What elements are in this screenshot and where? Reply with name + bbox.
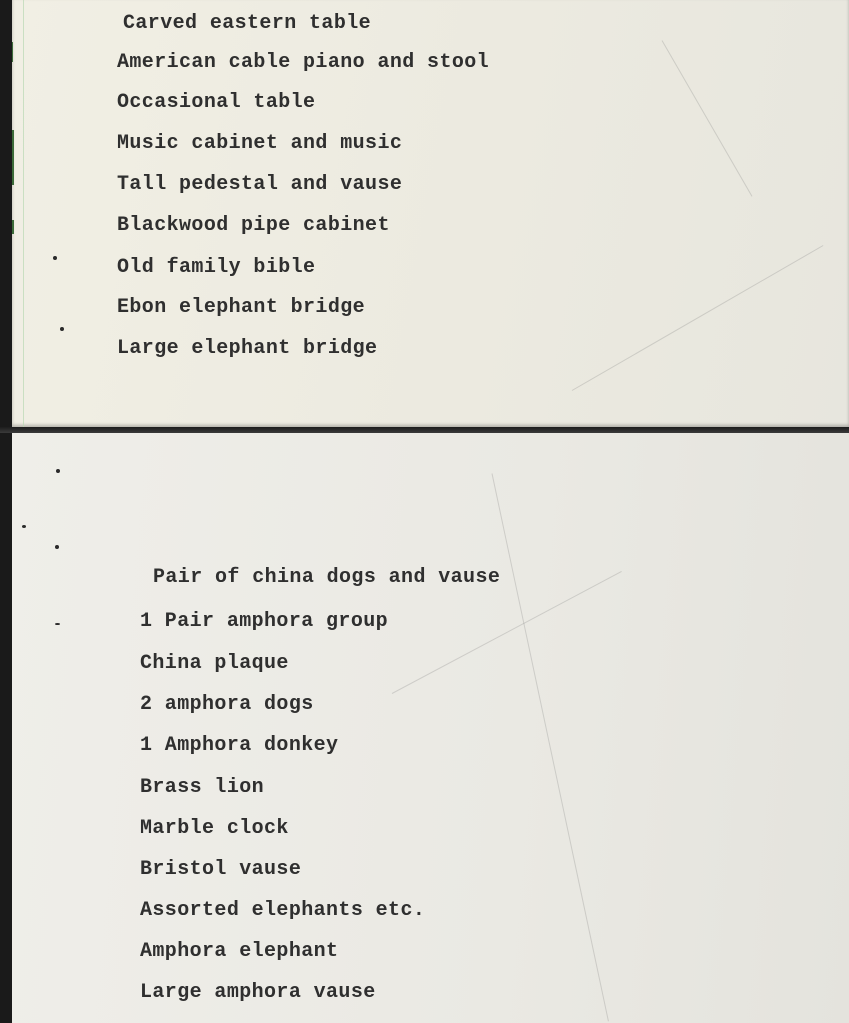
margin-tick — [12, 220, 14, 234]
list-item: 1 Pair amphora group — [140, 610, 389, 633]
margin-tick — [12, 42, 13, 62]
list-item: Blackwood pipe cabinet — [117, 214, 390, 237]
list-item: 2 amphora dogs — [140, 693, 314, 716]
paper-crease — [662, 40, 753, 196]
top-sheet — [12, 0, 849, 427]
ink-dot — [55, 623, 60, 625]
ink-dot — [56, 469, 60, 473]
list-item: Pair of china dogs and vause — [153, 566, 501, 589]
list-item: Music cabinet and music — [117, 132, 403, 155]
list-item: Brass lion — [140, 776, 265, 799]
margin-rule — [23, 0, 24, 427]
ink-dot — [53, 256, 57, 260]
list-item: Carved eastern table — [123, 12, 372, 35]
list-item: Large elephant bridge — [117, 337, 378, 360]
list-item: Assorted elephants etc. — [140, 899, 426, 922]
list-item: Occasional table — [117, 91, 316, 114]
list-item: Marble clock — [140, 817, 289, 840]
ink-dot — [60, 327, 64, 331]
list-item: Amphora elephant — [140, 940, 339, 963]
list-item: Large amphora vause — [140, 981, 376, 1004]
list-item: American cable piano and stool — [117, 51, 490, 74]
paper-crease — [492, 473, 609, 1021]
paper-crease — [572, 245, 824, 391]
ink-dot — [22, 525, 26, 528]
list-item: 1 Amphora donkey — [140, 734, 339, 757]
list-item: Tall pedestal and vause — [117, 173, 403, 196]
list-item: China plaque — [140, 652, 289, 675]
bottom-sheet — [12, 433, 849, 1023]
list-item: Old family bible — [117, 256, 316, 279]
list-item: Ebon elephant bridge — [117, 296, 366, 319]
list-item: Bristol vause — [140, 858, 302, 881]
ink-dot — [55, 545, 59, 549]
margin-tick — [12, 130, 14, 185]
